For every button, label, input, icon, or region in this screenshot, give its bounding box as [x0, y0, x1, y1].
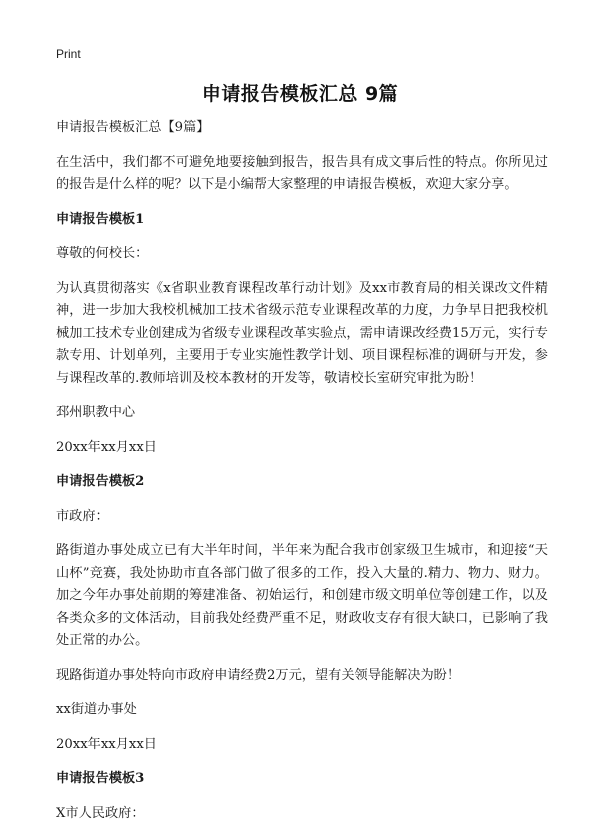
section-signature-1: 邳州职教中心	[56, 405, 136, 420]
section-signature-2: xx街道办事处	[56, 702, 137, 717]
section-body-1: 为认真贯彻落实《x省职业教育课程改革行动计划》及xx市教育局的相关课改文件精神，进一步加大我校机械加工技术省级示范专业课程改革的力度，力争早日把我校机械加工技术专业创建成为省级专业课程改革实验点，需申请课改经费15万元，实行专款专用、计划单列，主要用于专业实施性教学计划、项目课程标准的调研与开发，参与课程改革的.教师培训及校本教材的开发等，敬请校长室研究审批为盼！	[56, 280, 548, 386]
section-body-2b: 现路街道办事处特向市政府申请经费2万元，望有关领导能解决为盼！	[56, 667, 461, 683]
section-date-2: 20xx年xx月xx日	[56, 736, 157, 752]
section-body-2: 路街道办事处成立已有大半年时间，半年来为配合我市创家级卫生城市，和迎接“天山杯”竞赛，我处协助市直各部门做了很多的工作，投入大量的.精力、物力、财力。加之今年办事处前期的筹建准备、初始运行，和创建市级文明单位等创建工作，以及各类众多的文体活动，目前我处经费严重不足，财政收支存有很大缺口，已影响了我处正常的办公。	[56, 543, 548, 648]
print-link[interactable]: Print	[56, 47, 81, 61]
page-title: 申请报告模板汇总 9篇	[201, 83, 399, 105]
section-heading-1: 申请报告模板1	[56, 211, 145, 227]
section-salutation-2: 市政府：	[56, 508, 109, 524]
intro-paragraph: 在生活中，我们都不可避免地要接触到报告，报告具有成文事后性的特点。你所见过的报告是什么样的呢？以下是小编帮大家整理的申请报告模板，欢迎大家分享。	[56, 154, 548, 192]
article-body	[56, 117, 548, 837]
section-heading-3: 申请报告模板3	[56, 771, 145, 786]
section-salutation-3: X市人民政府：	[56, 805, 145, 821]
section-date-1: 20xx年xx月xx日	[56, 439, 157, 455]
intro-title: 申请报告模板汇总【9篇】	[56, 120, 210, 135]
section-heading-2: 申请报告模板2	[56, 474, 145, 489]
section-salutation-1: 尊敬的何校长：	[56, 246, 149, 261]
